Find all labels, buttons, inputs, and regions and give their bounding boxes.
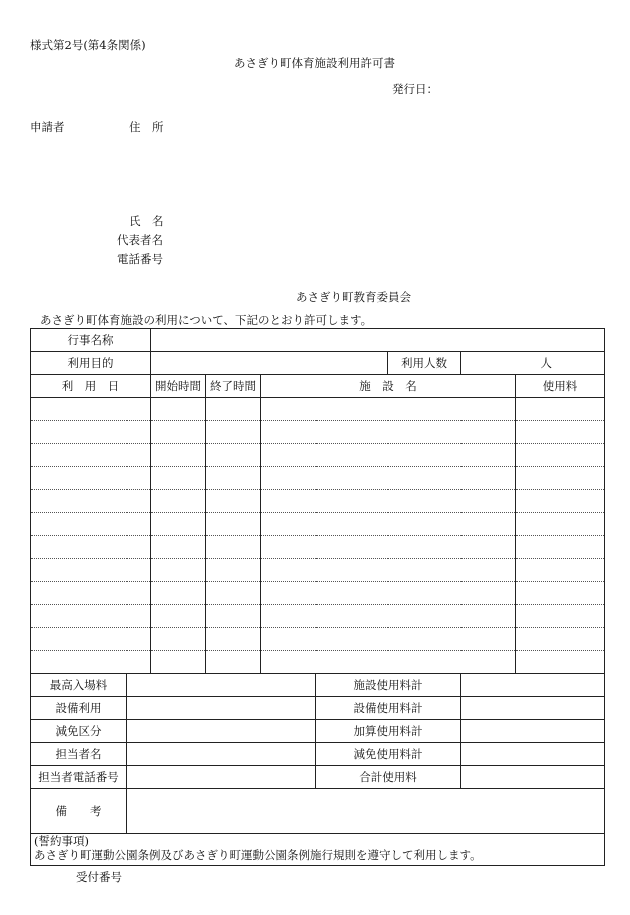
- exemption-fee-total-label: 減免使用料計: [316, 743, 461, 766]
- max-admission-label: 最高入場料: [31, 674, 127, 697]
- attendees-unit: 人: [461, 352, 605, 375]
- exemption-type-label: 減免区分: [31, 720, 127, 743]
- blank-row: [31, 444, 605, 467]
- surcharge-fee-total-value: [461, 720, 605, 743]
- event-name-label: 行事名称: [31, 329, 151, 352]
- equipment-fee-total-value: [461, 697, 605, 720]
- blank-row: [31, 605, 605, 628]
- grand-total-value: [461, 766, 605, 789]
- blank-row: [31, 421, 605, 444]
- staff-phone-label: 担当者電話番号: [31, 766, 127, 789]
- pledge-heading: (誓約事項): [34, 834, 89, 848]
- blank-row: [31, 628, 605, 651]
- blank-row: [31, 559, 605, 582]
- facility-fee-total-label: 施設使用料計: [316, 674, 461, 697]
- staff-phone-value: [127, 766, 316, 789]
- max-admission-value: [127, 674, 316, 697]
- equipment-use-value: [127, 697, 316, 720]
- issue-date-label: 発行日：: [392, 82, 438, 96]
- pledge-box: [31, 834, 605, 866]
- purpose-label: 利用目的: [31, 352, 151, 375]
- equipment-fee-total-label: 設備使用料計: [316, 697, 461, 720]
- address-label: 住 所: [129, 120, 164, 134]
- name-label: 氏 名: [129, 214, 164, 228]
- col-end-time-header: 終了時間: [206, 375, 261, 398]
- form-number: 様式第2号(第4条関係): [30, 38, 146, 52]
- col-start-time-header: 開始時間: [151, 375, 206, 398]
- facility-fee-total-value: [461, 674, 605, 697]
- exemption-type-value: [127, 720, 316, 743]
- blank-row: [31, 651, 605, 674]
- remarks-label: 備 考: [31, 789, 127, 834]
- equipment-use-label: 設備利用: [31, 697, 127, 720]
- phone-label: 電話番号: [117, 252, 163, 266]
- col-facility-header: 施 設 名: [261, 375, 516, 398]
- receipt-number-label: 受付番号: [76, 870, 122, 884]
- permission-statement: あさぎり町体育施設の利用について、下記のとおり許可します。: [40, 313, 373, 327]
- representative-label: 代表者名: [117, 233, 163, 247]
- purpose-value: [151, 352, 388, 375]
- remarks-value: [127, 789, 605, 834]
- col-date-header: 利 用 日: [31, 375, 151, 398]
- blank-row: [31, 467, 605, 490]
- staff-name-label: 担当者名: [31, 743, 127, 766]
- blank-row: [31, 513, 605, 536]
- staff-name-value: [127, 743, 316, 766]
- col-fee-header: 使用料: [516, 375, 605, 398]
- exemption-fee-total-value: [461, 743, 605, 766]
- attendees-label: 利用人数: [388, 352, 461, 375]
- grand-total-label: 合計使用料: [316, 766, 461, 789]
- event-name-value: [151, 329, 605, 352]
- blank-row: [31, 536, 605, 559]
- blank-row: [31, 490, 605, 513]
- permit-table: [30, 328, 605, 866]
- blank-row: [31, 582, 605, 605]
- blank-row: [31, 398, 605, 421]
- applicant-label: 申請者: [30, 120, 65, 134]
- issuer-name: あさぎり町教育委員会: [296, 290, 411, 304]
- surcharge-fee-total-label: 加算使用料計: [316, 720, 461, 743]
- pledge-text: あさぎり町運動公園条例及びあさぎり町運動公園条例施行規則を遵守して利用します。: [34, 848, 482, 862]
- document-title: あさぎり町体育施設利用許可書: [234, 56, 395, 70]
